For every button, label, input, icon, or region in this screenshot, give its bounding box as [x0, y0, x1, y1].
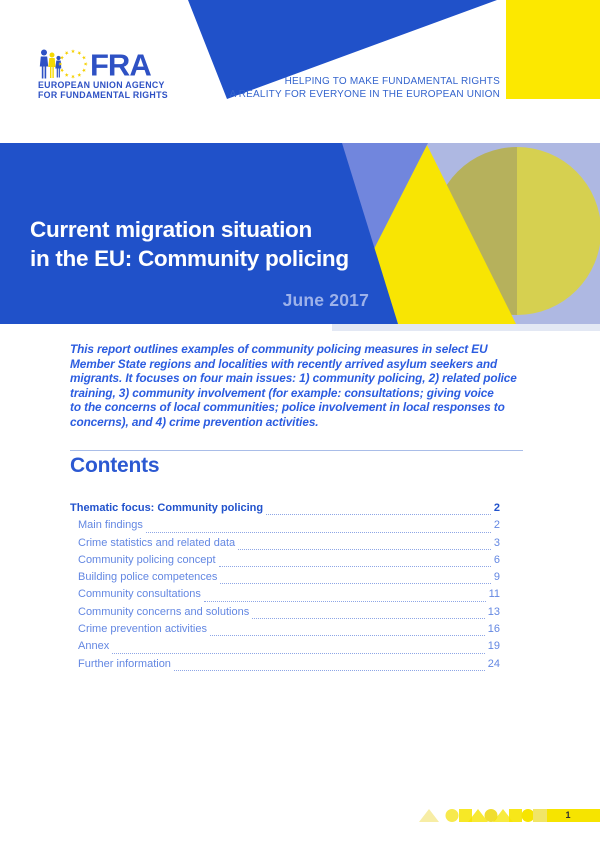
toc-dot-leader — [219, 566, 491, 567]
toc-dot-leader — [174, 670, 485, 671]
toc-dot-leader — [112, 653, 485, 654]
toc-entry[interactable] — [70, 537, 500, 554]
toc-entry[interactable] — [70, 640, 500, 657]
toc-page-number: 2 — [493, 519, 500, 532]
footer-page-number: 1 — [565, 810, 571, 820]
footer-decorative-shapes — [0, 806, 600, 826]
toc-entry[interactable] — [70, 588, 500, 605]
tagline-line1: HELPING TO MAKE FUNDAMENTAL RIGHTS — [284, 76, 500, 87]
report-date: June 2017 — [282, 290, 369, 310]
intro-line: Member State regions and localities with recently arrived asylum seekers and — [70, 356, 498, 371]
toc-dot-leader — [238, 549, 491, 550]
toc-dot-leader — [146, 532, 491, 533]
page-title-line2: in the EU: Community policing — [30, 246, 349, 271]
toc-entry[interactable] — [70, 519, 500, 536]
toc-entry[interactable] — [70, 571, 500, 588]
toc-page-number: 24 — [487, 657, 500, 670]
intro-line: This report outlines examples of community policing measures in select EU — [70, 342, 488, 356]
band-bottom-stripe — [332, 324, 600, 331]
toc-entry[interactable] — [70, 623, 500, 640]
section-divider — [70, 450, 523, 451]
toc-label: Community concerns and solutions — [78, 605, 250, 618]
toc-page-number: 13 — [487, 605, 500, 618]
toc-label: Main findings — [78, 519, 143, 532]
intro-line: to the concerns of local communities; police involvement in local responses to — [70, 400, 505, 415]
intro-line: concerns), and 4) crime prevention activities. — [70, 414, 319, 429]
toc-dot-leader — [266, 514, 491, 515]
toc-page-number: 16 — [487, 623, 500, 636]
fra-acronym: FRA — [90, 47, 151, 80]
intro-line: training, 3) community involvement (for example: consultations; giving voice — [70, 385, 494, 400]
toc-page-number: 2 — [493, 502, 500, 514]
toc-entry[interactable] — [70, 502, 500, 519]
toc-label: Annex — [78, 640, 110, 653]
people-icon — [40, 50, 62, 79]
toc-page-number: 19 — [487, 640, 500, 653]
footer-circle-shape — [446, 809, 459, 822]
toc-page-number: 11 — [488, 588, 500, 601]
table-of-contents — [70, 502, 500, 675]
toc-dot-leader — [220, 583, 490, 584]
toc-label: Community consultations — [78, 588, 201, 601]
intro-paragraph — [70, 342, 517, 430]
toc-page-number: 9 — [493, 571, 500, 584]
yellow-square-shape — [506, 0, 600, 99]
toc-page-number: 3 — [493, 536, 500, 549]
page-title — [30, 215, 349, 273]
intro-line: migrants. It focuses on four main issues: 1) community policing, 2) related police — [70, 371, 517, 386]
fra-logo — [38, 47, 188, 101]
toc-page-number: 6 — [493, 553, 500, 566]
toc-label: Community policing concept — [78, 553, 216, 566]
toc-dot-leader — [204, 601, 486, 602]
page-title-line1: Current migration situation — [30, 217, 312, 242]
footer-circle-shape — [522, 809, 535, 822]
toc-entry[interactable] — [70, 554, 500, 571]
toc-label: Building police competences — [78, 571, 218, 584]
contents-heading: Contents — [70, 454, 160, 477]
toc-label: Further information — [78, 657, 171, 670]
tagline-line2: A REALITY FOR EVERYONE IN THE EUROPEAN UNION — [229, 88, 500, 100]
toc-entry[interactable] — [70, 606, 500, 623]
fra-logo-graphic — [38, 47, 188, 80]
title-band — [0, 143, 600, 324]
agency-name-line1: EUROPEAN UNION AGENCY — [38, 80, 165, 90]
toc-label: Thematic focus: Community policing — [70, 502, 264, 514]
toc-dot-leader — [210, 635, 485, 636]
toc-label: Crime statistics and related data — [78, 536, 236, 549]
toc-label: Crime prevention activities — [78, 623, 207, 636]
footer-triangle-shape — [419, 809, 439, 822]
footer-square-shape — [509, 809, 522, 822]
toc-entry[interactable] — [70, 658, 500, 675]
eu-stars-icon — [58, 49, 88, 79]
agency-name-line2: FOR FUNDAMENTAL RIGHTS — [38, 89, 168, 100]
agency-tagline — [229, 76, 500, 101]
footer-bar-light-segment — [533, 809, 549, 822]
toc-dot-leader — [252, 618, 485, 619]
